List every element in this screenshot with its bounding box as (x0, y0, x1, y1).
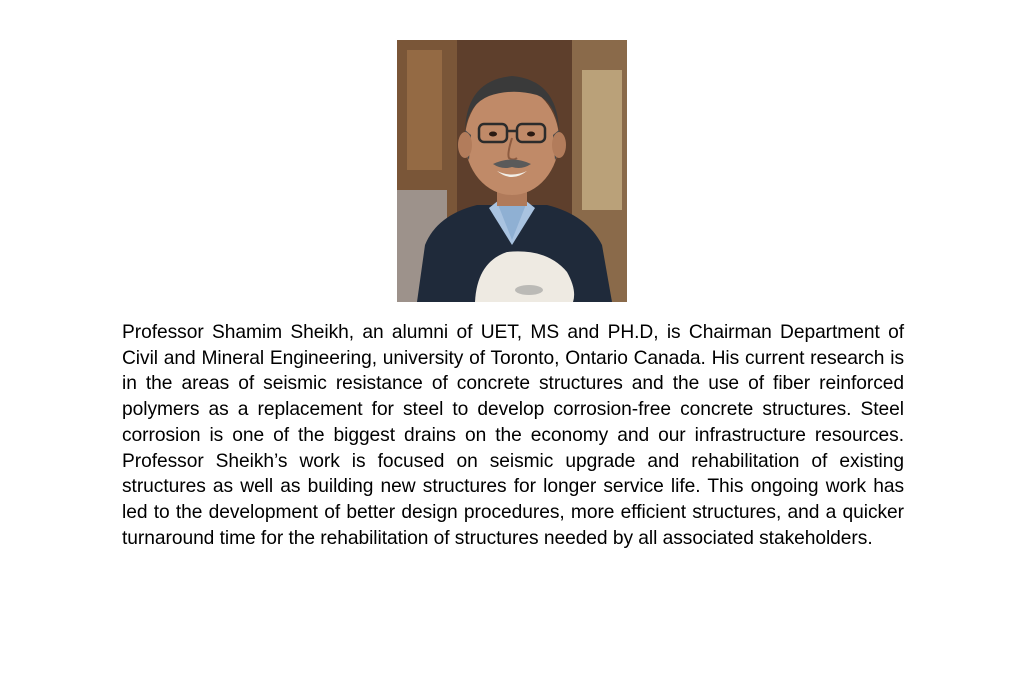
portrait-photo (397, 40, 627, 302)
bio-paragraph: Professor Shamim Sheikh, an alumni of UET, MS and PH.D, is Chairman Department of Civil and Mineral Engineering, university of Toronto, Ontario Canada. His current research is in the areas of seismic resistance of concrete structures and the use of fiber reinforced polymers as a replacement for steel to develop corrosion-free concrete structures. Steel corrosion is one of the biggest drains on the economy and our infrastructure resources. Professor Sheikh’s work is focused on seismic upgrade and rehabilitation of existing structures as well as building new structures for longer service life. This ongoing work has led to the development of better design procedures, more efficient structures, and a quicker turnaround time for the rehabilitation of structures needed by all associated stakeholders. (122, 322, 904, 549)
portrait-illustration (397, 40, 627, 302)
